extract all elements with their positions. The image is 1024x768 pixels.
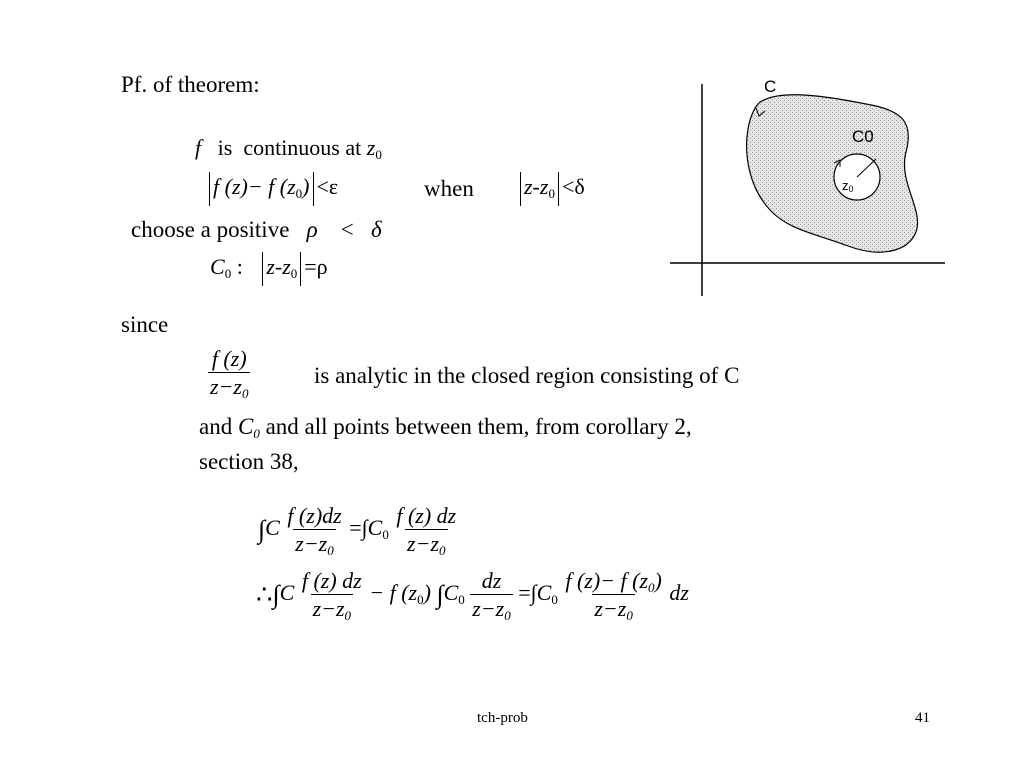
contour-diagram xyxy=(666,70,950,302)
point-letter: z xyxy=(842,178,849,193)
integral-sign: ∫ xyxy=(436,580,444,609)
eq2-numerator-2: dz xyxy=(481,568,502,593)
contour-c0: C xyxy=(536,580,552,606)
minus-subscript: 0 xyxy=(417,592,424,608)
abs-bar xyxy=(300,252,301,286)
delta-symbol: δ xyxy=(370,217,382,242)
rhs-subscript: 0 xyxy=(548,186,555,202)
choose-rho-statement xyxy=(131,218,382,241)
integral-equation-1 xyxy=(258,503,458,558)
point-subscript: 0 xyxy=(848,184,854,194)
delta-condition xyxy=(517,172,585,206)
minus-close: ) xyxy=(423,580,431,606)
eq1-denominator-2: z−z xyxy=(407,531,439,556)
choose-text: choose a positive xyxy=(131,217,290,242)
lhs-subscript: 0 xyxy=(295,186,303,202)
and-word: and xyxy=(199,414,233,439)
abs-bar xyxy=(313,172,314,206)
equals-rho: =ρ xyxy=(304,254,328,280)
abs-bar xyxy=(209,172,210,206)
contour-c0-subscript: 0 xyxy=(382,527,389,543)
contour-c: C xyxy=(265,515,280,541)
contour-c0: C xyxy=(443,580,459,606)
since-word: since xyxy=(121,312,169,337)
eq1-numerator-1: f (z)dz xyxy=(287,503,342,528)
z-subscript: 0 xyxy=(290,266,298,282)
abs-bar xyxy=(262,252,263,286)
abs-bar xyxy=(520,172,521,206)
equals-integral: =∫ xyxy=(518,580,537,606)
analytic-statement: is analytic in the closed region consisting of C xyxy=(314,363,740,388)
footer-center: tch-prob xyxy=(477,710,528,726)
c-symbol: C xyxy=(210,254,225,280)
eq1-numerator-2: f (z) dz xyxy=(396,503,457,528)
integral-equation-2 xyxy=(256,568,689,623)
colon: : xyxy=(236,254,243,280)
epsilon-delta-condition xyxy=(206,172,338,206)
is-word: is xyxy=(217,135,233,160)
f-symbol: f xyxy=(195,135,202,160)
eq1-den2-subscript: 0 xyxy=(439,543,446,558)
lhs-close: ) xyxy=(302,174,310,200)
equals-integral: =∫ xyxy=(349,515,368,541)
fraction-denominator: z−z xyxy=(210,374,242,399)
contour-c0-subscript: 0 xyxy=(551,592,558,608)
eq2-den3-subscript: 0 xyxy=(626,608,633,623)
rho-symbol: ρ xyxy=(306,217,318,242)
less-than-symbol: < xyxy=(340,217,354,242)
integrand-fraction xyxy=(208,346,250,401)
contour-c0-subscript: 0 xyxy=(458,592,465,608)
dz-term: dz xyxy=(669,580,689,606)
less-than-epsilon: <ε xyxy=(316,174,339,200)
inner-contour-label: C0 xyxy=(852,127,874,146)
corollary-text: and all points between them, from corollary 2, xyxy=(265,414,692,439)
eq1-den1-subscript: 0 xyxy=(327,543,334,558)
contour-c0: C xyxy=(367,515,383,541)
c-symbol: C xyxy=(237,414,254,439)
when-word: when xyxy=(424,176,474,201)
eq2-den1-subscript: 0 xyxy=(344,608,352,623)
eq2-numerator-1: f (z) dz xyxy=(301,568,362,593)
outer-contour-region xyxy=(747,95,918,252)
section-reference: section 38, xyxy=(199,449,299,474)
eq2-den2-subscript: 0 xyxy=(504,608,511,623)
abs-bar xyxy=(558,172,559,206)
eq2-denominator-2: z−z xyxy=(472,596,505,621)
slide-heading: Pf. of theorem: xyxy=(121,72,260,97)
eq2-denominator-3: z−z xyxy=(594,596,627,621)
therefore-integral: ∴∫ xyxy=(256,580,280,609)
corollary-statement xyxy=(199,414,692,441)
lhs-expression: f (z)− f (z xyxy=(213,174,296,200)
eq2-num3-close: ) xyxy=(654,568,662,593)
minus-f-z0: − f (z xyxy=(369,580,418,606)
continuous-word: continuous at xyxy=(243,135,362,160)
z-subscript: 0 xyxy=(375,147,382,162)
denominator-subscript: 0 xyxy=(241,386,249,401)
continuity-statement xyxy=(195,135,382,162)
eq1-denominator-1: z−z xyxy=(295,531,328,556)
contour-c: C xyxy=(279,580,295,606)
eq2-num3-subscript: 0 xyxy=(648,580,655,595)
less-than-delta: <δ xyxy=(561,174,585,200)
z-minus-z0: z-z xyxy=(524,174,549,200)
page-number: 41 xyxy=(915,710,930,726)
outer-contour-label: C xyxy=(764,77,777,96)
eq2-numerator-3: f (z)− f (z xyxy=(565,568,649,593)
z-symbol: z xyxy=(366,135,376,160)
fraction-numerator: f (z) xyxy=(211,346,247,371)
integral-sign: ∫ xyxy=(258,515,266,544)
eq2-denominator-1: z−z xyxy=(312,596,345,621)
c-subscript: 0 xyxy=(224,266,232,282)
c-subscript: 0 xyxy=(253,426,260,441)
c0-definition xyxy=(210,252,328,286)
z-minus-z0: z-z xyxy=(266,254,291,280)
